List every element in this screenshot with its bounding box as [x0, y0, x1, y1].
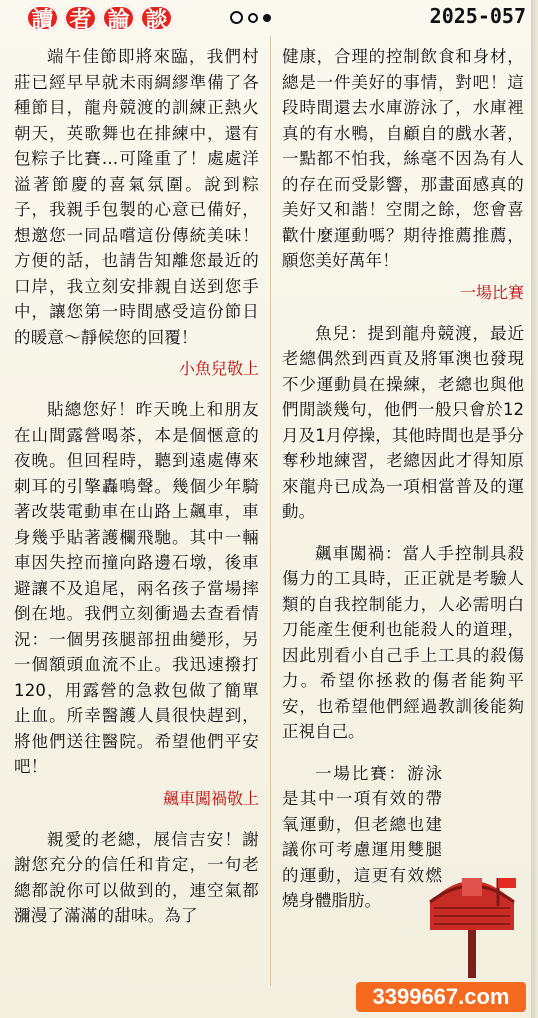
right-column: [282, 44, 524, 930]
circle-icon: [248, 13, 258, 23]
signature: 一場比賽: [459, 282, 524, 302]
watermark-logo: 3399667.com: [356, 982, 526, 1012]
title-char: 論: [102, 5, 135, 31]
section-title: [26, 5, 173, 31]
signature: 飆車闖禍敬上: [162, 788, 259, 808]
letter-text: 貼總您好！昨天晚上和朋友在山間露營喝茶，本是個愜意的夜晚。但回程時，聽到遠處傳來刺耳的引擎轟鳴聲。幾個少年騎著改裝電動車在山路上飆車，車身幾乎貼著護欄飛馳。其中一輛車因失控而撞向路邊石墩，後車避讓不及追尾，兩名孩子當場摔倒在地。我們立刻衝過去查看情況：一個男孩腿部扭曲變形，另一個額頭血流不止。我迅速撥打120，用露營的急救包做了簡單止血。所幸醫護人員很快趕到，將他們送往醫院。希望他們平安吧！: [14, 400, 259, 776]
mailbox-icon: [412, 860, 532, 980]
title-char: 者: [64, 5, 97, 31]
title-char: 談: [140, 5, 173, 31]
signature: 小魚兒敬上: [178, 359, 259, 378]
left-column: [14, 44, 259, 929]
decorative-dots: [230, 11, 271, 24]
editor-reply: 飆車闖禍：當人手控制具殺傷力的工具時，正正就是考驗人類的自我控制能力，人必需明白刀能產生便利也能殺人的道理，因此別看小自己手上工具的殺傷力。希望你拯救的傷者能夠平安，也希望他們經過教訓後能夠正視自己。: [282, 543, 524, 741]
letter-text: 親愛的老總，展信吉安！謝謝您充分的信任和肯定，一句老總都說你可以做到的，連空氣都瀰漫了滿滿的甜味。為了: [14, 829, 259, 925]
page-edge: [531, 0, 538, 1018]
issue-number: 2025-057: [429, 4, 526, 28]
circle-icon: [230, 11, 243, 24]
filled-circle-icon: [263, 14, 271, 22]
editor-reply: 魚兒：提到龍舟競渡，最近老總偶然到西貢及將軍澳也發現不少運動員在操練，老總也與他們閒談幾句，他們一般只會於12月及1月停操，其他時間也是爭分奪秒地練習，老總因此才得知原來龍舟已成為一項相當普及的運動。: [282, 323, 524, 521]
header: [0, 0, 538, 36]
letter-text: 端午佳節即將來臨，我們村莊已經早早就未雨綢繆準備了各種節目，龍舟競渡的訓練正熱火朝天，英歌舞也在排練中，還有包粽子比賽…可隆重了！處處洋溢著節慶的喜氣氛圍。說到粽子，我親手包製的心意已備好，想邀您一同品嚐這份傳統美味！方便的話，也請告知離您最近的口岸，我立刻安排親自送到您手中，讓您第一時間感受這份節日的暖意～靜候您的回覆！: [14, 47, 259, 347]
title-char: 讀: [26, 5, 59, 31]
column-divider: [270, 36, 271, 986]
editor-reply: 一場比賽：游泳是其中一項有效的帶氧運動，但老總也建議你可考慮運用雙腿的運動，這更有效燃燒身體脂肪。: [282, 763, 442, 910]
letter-text: 健康，合理的控制飲食和身材，總是一件美好的事情，對吧！這段時間還去水庫游泳了，水庫裡真的有水鴨，自顧自的戲水著，一點都不怕我，絲毫不因為有人的存在而受影響，那畫面感真的美好又和諧！空閒之餘，您會喜歡什麼運動嗎？期待推薦推薦，願您美好萬年！: [282, 47, 524, 270]
